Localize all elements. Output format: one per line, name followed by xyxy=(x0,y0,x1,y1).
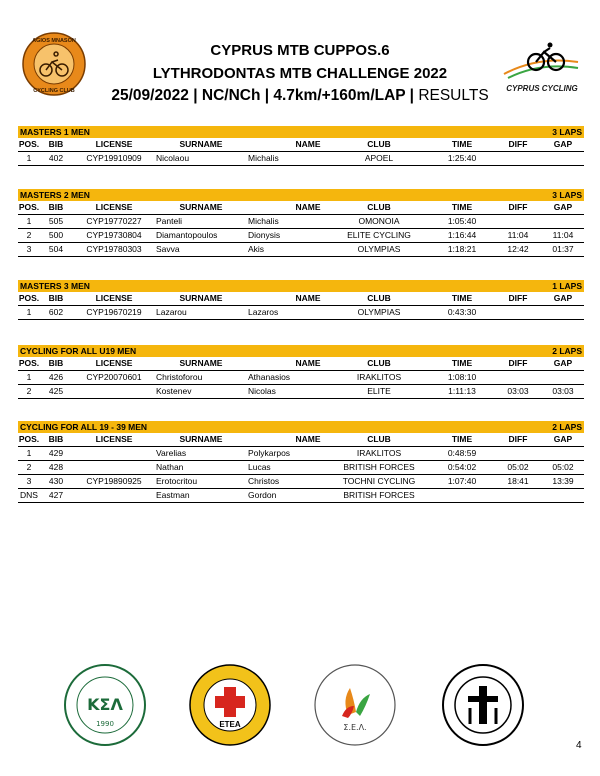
cell-bib: 505 xyxy=(48,216,64,226)
club-logo-top-text: AGIOS MNASON xyxy=(32,38,76,44)
column-header-time: TIME xyxy=(451,139,473,149)
column-header-club: CLUB xyxy=(367,139,391,149)
column-header-row xyxy=(18,433,584,447)
result-row xyxy=(18,306,584,320)
column-header-bib: BIB xyxy=(48,202,64,212)
result-row xyxy=(18,385,584,399)
column-header-license: LICENSE xyxy=(95,293,133,303)
category-name: MASTERS 1 MEN xyxy=(20,127,90,137)
cell-bib: 428 xyxy=(48,462,64,472)
cell-surname: Varelias xyxy=(156,448,187,458)
cell-name: Christos xyxy=(248,476,280,486)
result-row xyxy=(18,215,584,229)
cell-bib: 402 xyxy=(48,153,64,163)
cell-club: TOCHNI CYCLING xyxy=(342,476,416,486)
cell-license: CYP19730804 xyxy=(86,230,142,240)
column-header-surname: SURNAME xyxy=(179,358,223,368)
column-header-club: CLUB xyxy=(367,434,391,444)
column-header-diff: DIFF xyxy=(508,358,528,368)
result-row xyxy=(18,152,584,166)
cell-time: 0:48:59 xyxy=(447,448,477,458)
cell-surname: Nathan xyxy=(156,462,184,472)
result-row xyxy=(18,371,584,385)
event-title: LYTHRODONTAS MTB CHALLENGE 2022 xyxy=(152,65,448,82)
cell-diff: 11:04 xyxy=(507,230,529,240)
column-header-name: NAME xyxy=(295,358,321,368)
cell-club: IRAKLITOS xyxy=(356,448,402,458)
column-header-diff: DIFF xyxy=(508,139,528,149)
cell-surname: Diamantopoulos xyxy=(156,230,218,240)
column-header-name: NAME xyxy=(295,434,321,444)
cell-license: CYP19770227 xyxy=(86,216,142,226)
cell-time: 1:25:40 xyxy=(447,153,477,163)
cyprus-cycling-text: CYPRUS CYCLING xyxy=(506,84,578,93)
cell-name: Nicolas xyxy=(248,386,276,396)
column-header-name: NAME xyxy=(295,202,321,212)
etea-text: ETEA xyxy=(219,720,241,729)
column-header-gap: GAP xyxy=(553,139,573,149)
cell-position: 1 xyxy=(26,307,32,317)
column-header-name: NAME xyxy=(295,293,321,303)
column-header-diff: DIFF xyxy=(508,202,528,212)
cell-gap: 03:03 xyxy=(552,386,574,396)
cell-position: 3 xyxy=(26,244,32,254)
column-header-diff: DIFF xyxy=(508,434,528,444)
column-header-time: TIME xyxy=(451,358,473,368)
category-section xyxy=(18,345,584,399)
ksl-year: 1990 xyxy=(96,720,114,728)
sel-club-logo xyxy=(310,660,400,750)
cell-bib: 500 xyxy=(48,230,64,240)
cell-surname: Nicolaou xyxy=(156,153,190,163)
column-header-row xyxy=(18,292,584,306)
result-row xyxy=(18,229,584,243)
column-header-club: CLUB xyxy=(367,293,391,303)
column-header-gap: GAP xyxy=(553,358,573,368)
cell-bib: 425 xyxy=(48,386,64,396)
column-header-time: TIME xyxy=(451,293,473,303)
column-header-bib: BIB xyxy=(48,293,64,303)
cell-name: Gordon xyxy=(248,490,277,500)
cell-name: Dionysis xyxy=(248,230,281,240)
cell-club: ELITE xyxy=(367,386,391,396)
result-row xyxy=(18,489,584,503)
column-header-bib: BIB xyxy=(48,358,64,368)
column-header-bib: BIB xyxy=(48,434,64,444)
cyprus-cycling-logo xyxy=(498,40,582,96)
cell-surname: Lazarou xyxy=(156,307,187,317)
cell-bib: 504 xyxy=(48,244,64,254)
result-row xyxy=(18,243,584,257)
cell-club: BRITISH FORCES xyxy=(343,462,415,472)
page-number: 4 xyxy=(576,740,582,751)
cell-surname: Erotocritou xyxy=(156,476,198,486)
cell-position: 2 xyxy=(26,462,32,472)
cell-diff: 12:42 xyxy=(507,244,529,254)
column-header-bib: BIB xyxy=(48,139,64,149)
category-section xyxy=(18,189,584,257)
column-header-position: POS. xyxy=(18,139,40,149)
column-header-diff: DIFF xyxy=(508,293,528,303)
category-header-bar xyxy=(18,189,584,201)
column-header-position: POS. xyxy=(18,293,40,303)
cell-bib: 602 xyxy=(48,307,64,317)
cell-name: Lucas xyxy=(248,462,271,472)
sel-text: Σ.Ε.Λ. xyxy=(343,723,367,732)
cell-time: 1:08:10 xyxy=(447,372,477,382)
cell-name: Michalis xyxy=(248,153,279,163)
category-header-bar xyxy=(18,421,584,433)
cell-gap: 01:37 xyxy=(552,244,574,254)
column-header-surname: SURNAME xyxy=(179,202,223,212)
column-header-time: TIME xyxy=(451,202,473,212)
cell-time: 1:18:21 xyxy=(447,244,477,254)
column-header-license: LICENSE xyxy=(95,139,133,149)
results-label: RESULTS xyxy=(418,87,489,104)
cell-club: APOEL xyxy=(364,153,394,163)
column-header-surname: SURNAME xyxy=(179,434,223,444)
cell-club: IRAKLITOS xyxy=(356,372,402,382)
column-header-club: CLUB xyxy=(367,358,391,368)
column-header-gap: GAP xyxy=(553,293,573,303)
category-section xyxy=(18,421,584,503)
cell-bib: 429 xyxy=(48,448,64,458)
category-header-bar xyxy=(18,126,584,138)
cell-club: OLYMPIAS xyxy=(357,307,401,317)
cell-position: 2 xyxy=(26,230,32,240)
category-header-bar xyxy=(18,345,584,357)
cell-time: 0:54:02 xyxy=(447,462,477,472)
cell-bib: 426 xyxy=(48,372,64,382)
monastery-seal-icon xyxy=(438,660,528,750)
cell-name: Michalis xyxy=(248,216,279,226)
cell-bib: 430 xyxy=(48,476,64,486)
column-header-time: TIME xyxy=(451,434,473,444)
column-header-surname: SURNAME xyxy=(179,293,223,303)
column-header-position: POS. xyxy=(18,202,40,212)
category-laps: 3 LAPS xyxy=(552,190,582,200)
cell-diff: 03:03 xyxy=(507,386,529,396)
column-header-surname: SURNAME xyxy=(179,139,223,149)
cell-position: 1 xyxy=(26,153,32,163)
cell-time: 1:05:40 xyxy=(447,216,477,226)
cell-bib: 427 xyxy=(48,490,64,500)
cell-position: 1 xyxy=(26,448,32,458)
cell-position: 2 xyxy=(26,386,32,396)
category-name: MASTERS 3 MEN xyxy=(20,281,90,291)
cell-license: CYP20070601 xyxy=(86,372,142,382)
cell-license: CYP19670219 xyxy=(86,307,142,317)
cell-club: BRITISH FORCES xyxy=(343,490,415,500)
column-header-row xyxy=(18,138,584,152)
result-row xyxy=(18,447,584,461)
column-header-club: CLUB xyxy=(367,202,391,212)
cell-gap: 05:02 xyxy=(552,462,574,472)
column-header-name: NAME xyxy=(295,139,321,149)
cell-license: CYP19780303 xyxy=(86,244,142,254)
cell-club: OMONOIA xyxy=(358,216,400,226)
cell-time: 1:16:44 xyxy=(447,230,477,240)
column-header-gap: GAP xyxy=(553,434,573,444)
cell-diff: 18:41 xyxy=(507,476,529,486)
cell-surname: Kostenev xyxy=(156,386,192,396)
cell-name: Akis xyxy=(248,244,265,254)
cell-gap: 11:04 xyxy=(552,230,574,240)
cell-time: 0:43:30 xyxy=(447,307,477,317)
cell-time: 1:07:40 xyxy=(447,476,477,486)
column-header-position: POS. xyxy=(18,434,40,444)
column-header-license: LICENSE xyxy=(95,434,133,444)
cell-club: ELITE CYCLING xyxy=(347,230,411,240)
result-row xyxy=(18,461,584,475)
cell-surname: Eastman xyxy=(156,490,190,500)
cell-position: DNS xyxy=(20,490,38,500)
event-series-title: CYPRUS MTB CUPPOS.6 xyxy=(210,42,390,59)
column-header-row xyxy=(18,357,584,371)
cell-diff: 05:02 xyxy=(507,462,529,472)
cell-name: Lazaros xyxy=(248,307,279,317)
category-laps: 3 LAPS xyxy=(552,127,582,137)
category-laps: 1 LAPS xyxy=(552,281,582,291)
category-section xyxy=(18,126,584,166)
ksl-community-council-logo xyxy=(60,660,150,750)
event-details-text: 25/09/2022 | NC/NCh | 4.7km/+160m/LAP | xyxy=(111,87,414,104)
column-header-position: POS. xyxy=(18,358,40,368)
category-name: MASTERS 2 MEN xyxy=(20,190,90,200)
cell-name: Athanasios xyxy=(248,372,291,382)
category-name: CYCLING FOR ALL U19 MEN xyxy=(20,346,137,356)
column-header-gap: GAP xyxy=(553,202,573,212)
cell-gap: 13:39 xyxy=(552,476,574,486)
category-laps: 2 LAPS xyxy=(552,422,582,432)
cell-club: OLYMPIAS xyxy=(357,244,401,254)
cell-license: CYP19890925 xyxy=(86,476,142,486)
etea-rescue-unit-logo xyxy=(185,660,275,750)
cell-position: 1 xyxy=(26,216,32,226)
cell-license: CYP19910909 xyxy=(86,153,142,163)
cell-position: 3 xyxy=(26,476,32,486)
category-section xyxy=(18,280,584,320)
category-laps: 2 LAPS xyxy=(552,346,582,356)
result-row xyxy=(18,475,584,489)
cell-name: Polykarpos xyxy=(248,448,291,458)
category-name: CYCLING FOR ALL 19 - 39 MEN xyxy=(20,422,148,432)
club-logo-bottom-text: CYCLING CLUB xyxy=(33,88,75,94)
column-header-row xyxy=(18,201,584,215)
column-header-license: LICENSE xyxy=(95,358,133,368)
cell-surname: Panteli xyxy=(156,216,182,226)
cell-surname: Savva xyxy=(156,244,180,254)
cell-surname: Christoforou xyxy=(156,372,203,382)
sponsor-logos xyxy=(0,660,600,760)
ksl-text: ΚΣΛ xyxy=(87,695,123,714)
cell-time: 1:11:13 xyxy=(448,386,476,396)
category-header-bar xyxy=(18,280,584,292)
cell-position: 1 xyxy=(26,372,32,382)
column-header-license: LICENSE xyxy=(95,202,133,212)
